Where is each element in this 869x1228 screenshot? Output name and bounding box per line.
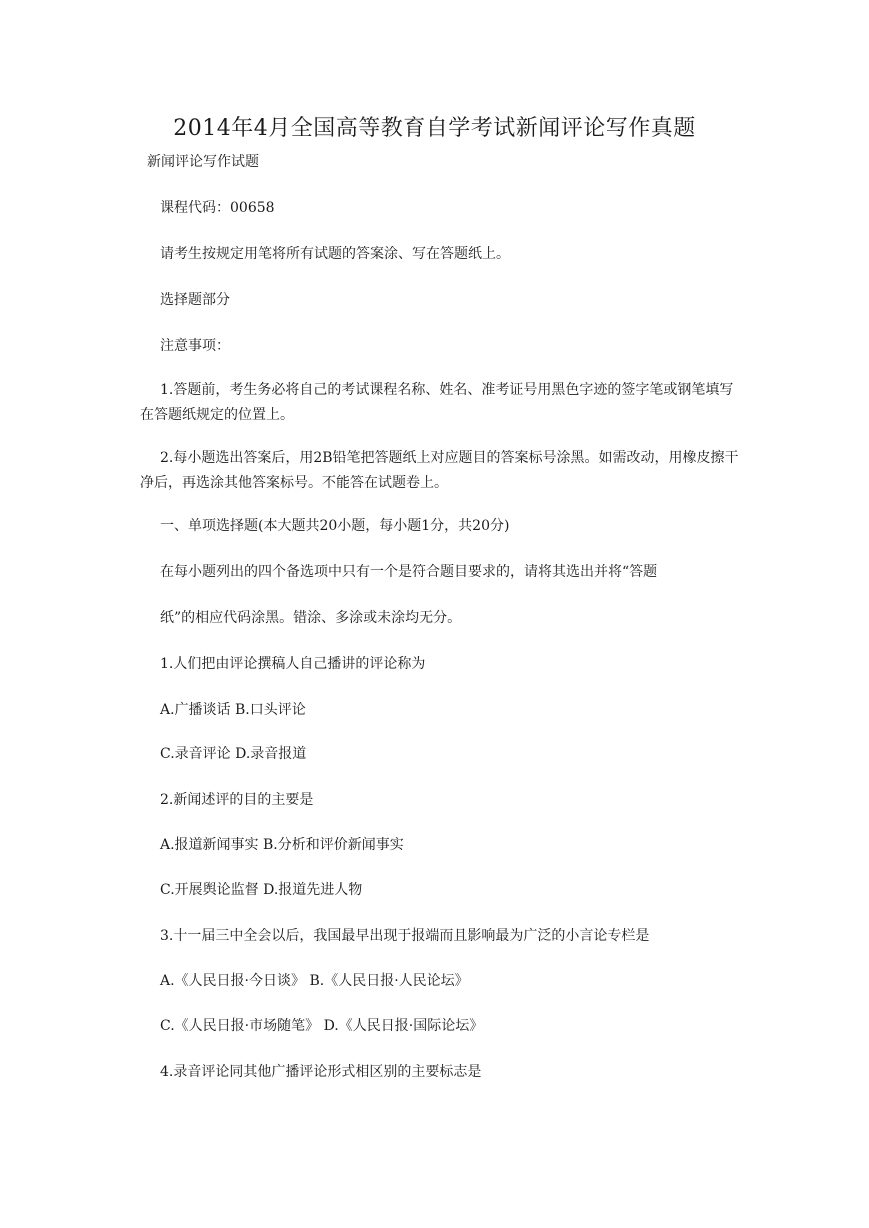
notice-item-2: 2.每小题选出答案后，用2B铅笔把答题纸上对应题目的答案标号涂黑。如需改动，用橡皮擦干净后，再选涂其他答案标号。不能答在试题卷上。 <box>140 450 739 491</box>
section-heading-choice: 选择题部分 <box>160 292 230 308</box>
part-one-heading: 一、单项选择题(本大题共20小题，每小题1分，共20分) <box>160 518 510 534</box>
question-1: 1.人们把由评论撰稿人自己播讲的评论称为 <box>160 656 426 672</box>
notice-heading: 注意事项： <box>160 338 230 354</box>
part-one-description-line-2: 纸”的相应代码涂黑。错涂、多涂或未涂均无分。 <box>160 610 462 626</box>
question-3-options-cd: C.《人民日报·市场随笔》 D.《人民日报·国际论坛》 <box>160 1018 484 1034</box>
notice-item-1: 1.答题前，考生务必将自己的考试课程名称、姓名、准考证号用黑色字迹的签字笔或钢笔填写在答题纸规定的位置上。 <box>140 382 734 423</box>
question-3: 3.十一届三中全会以后，我国最早出现于报端而且影响最为广泛的小言论专栏是 <box>160 928 650 944</box>
document-title: 2014年4月全国高等教育自学考试新闻评论写作真题 <box>173 116 696 141</box>
general-instruction: 请考生按规定用笔将所有试题的答案涂、写在答题纸上。 <box>160 246 510 262</box>
question-2: 2.新闻述评的目的主要是 <box>160 792 314 808</box>
question-2-options-cd: C.开展舆论监督 D.报道先进人物 <box>160 882 363 898</box>
question-4: 4.录音评论同其他广播评论形式相区别的主要标志是 <box>160 1064 482 1080</box>
question-3-options-ab: A.《人民日报·今日谈》 B.《人民日报·人民论坛》 <box>160 973 469 989</box>
question-2-options-ab: A.报道新闻事实 B.分析和评价新闻事实 <box>160 837 404 853</box>
question-1-options-ab: A.广播谈话 B.口头评论 <box>160 702 306 718</box>
course-code: 课程代码：00658 <box>160 200 275 216</box>
exam-subtitle: 新闻评论写作试题 <box>147 154 259 170</box>
question-1-options-cd: C.录音评论 D.录音报道 <box>160 746 307 762</box>
part-one-description-line-1: 在每小题列出的四个备选项中只有一个是符合题目要求的，请将其选出并将“答题 <box>160 564 658 580</box>
